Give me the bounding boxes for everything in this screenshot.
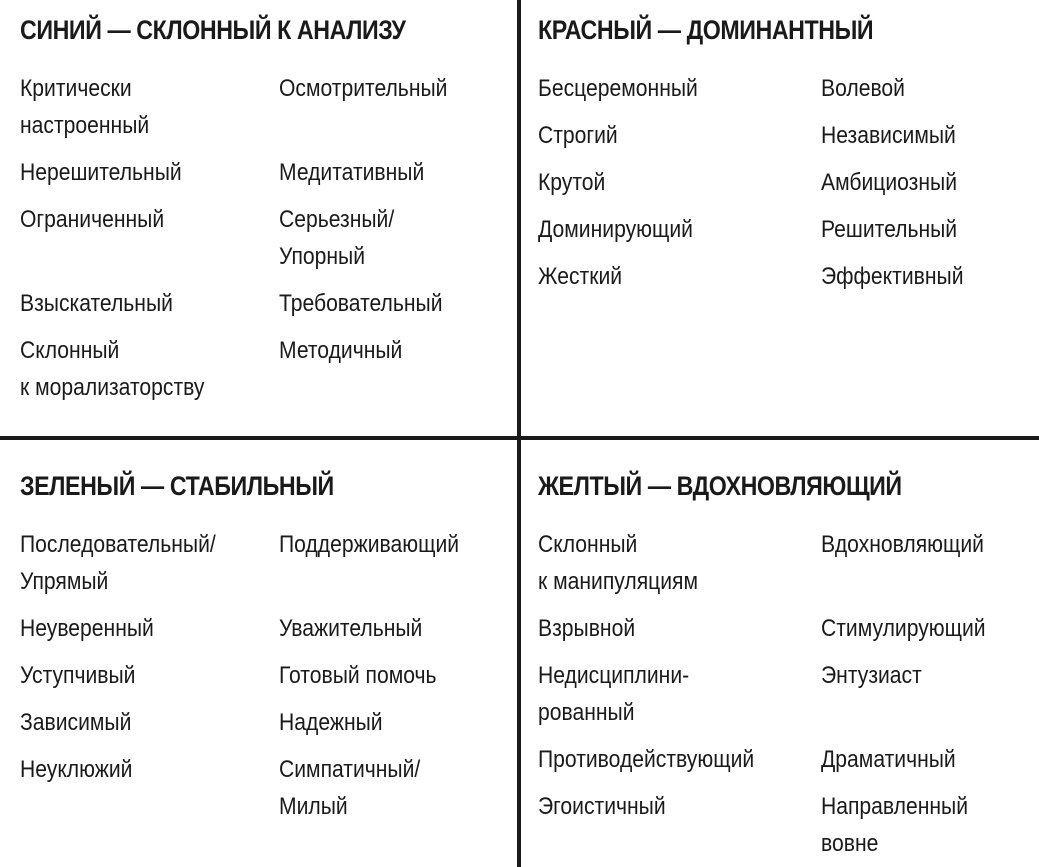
trait-item: Строгий [538,122,618,149]
horizontal-divider [0,436,1039,440]
trait-item: Поддерживающий [279,531,460,558]
trait-item: Готовый помочь [279,662,437,689]
trait-item: Зависимый [20,709,132,736]
trait-item: Неуклюжий [20,756,133,783]
trait-item: Последовательный/ Упрямый [20,531,216,595]
quadrant-red [538,12,1031,295]
trait-item: Стимулирующий [821,615,986,642]
quadrant-yellow [538,468,1031,862]
trait-item: Бесцеремонный [538,75,698,102]
trait-item: Волевой [821,75,905,102]
quadrant-title: СИНИЙ — СКЛОННЫЙ К АНАЛИЗУ [20,15,406,45]
trait-item: Вдохновляющий [821,531,984,558]
trait-item: Серьезный/ Упорный [279,206,395,270]
trait-item: Противодействующий [538,746,755,773]
trait-item: Крутой [538,169,606,196]
trait-item: Надежный [279,709,383,736]
trait-item: Недисциплини- рованный [538,662,690,726]
trait-item: Взрывной [538,615,636,642]
trait-item: Склонный к морализаторству [20,337,205,401]
trait-item: Ограниченный [20,206,165,233]
trait-item: Критически настроенный [20,75,150,139]
trait-item: Доминирующий [538,216,693,243]
trait-item: Медитативный [279,159,425,186]
trait-item: Эффективный [821,263,964,290]
trait-item: Осмотрительный [279,75,448,102]
trait-item: Неуверенный [20,615,154,642]
trait-item: Амбициозный [821,169,958,196]
trait-item: Энтузиаст [821,662,922,689]
trait-item: Симпатичный/ Милый [279,756,421,820]
trait-item: Методичный [279,337,403,364]
quadrant-title: КРАСНЫЙ — ДОМИНАНТНЫЙ [538,15,874,45]
trait-item: Драматичный [821,746,956,773]
trait-item: Уважительный [279,615,423,642]
trait-item: Нерешительный [20,159,182,186]
trait-grid [538,70,1031,295]
quadrant-blue [20,12,509,406]
trait-item: Уступчивый [20,662,136,689]
quadrant-title: ЖЕЛТЫЙ — ВДОХНОВЛЯЮЩИЙ [538,471,902,501]
trait-item: Независимый [821,122,956,149]
trait-item: Склонный к манипуляциям [538,531,698,595]
trait-item: Жесткий [538,263,623,290]
trait-grid [20,70,509,406]
vertical-divider [517,0,521,867]
quadrant-green [20,468,509,825]
trait-item: Требовательный [279,290,443,317]
trait-item: Взыскательный [20,290,173,317]
quadrant-title: ЗЕЛЕНЫЙ — СТАБИЛЬНЫЙ [20,471,334,501]
trait-item: Решительный [821,216,958,243]
trait-grid [538,526,1031,862]
trait-item: Эгоистичный [538,793,666,820]
trait-item: Направленный вовне [821,793,969,857]
trait-grid [20,526,509,825]
